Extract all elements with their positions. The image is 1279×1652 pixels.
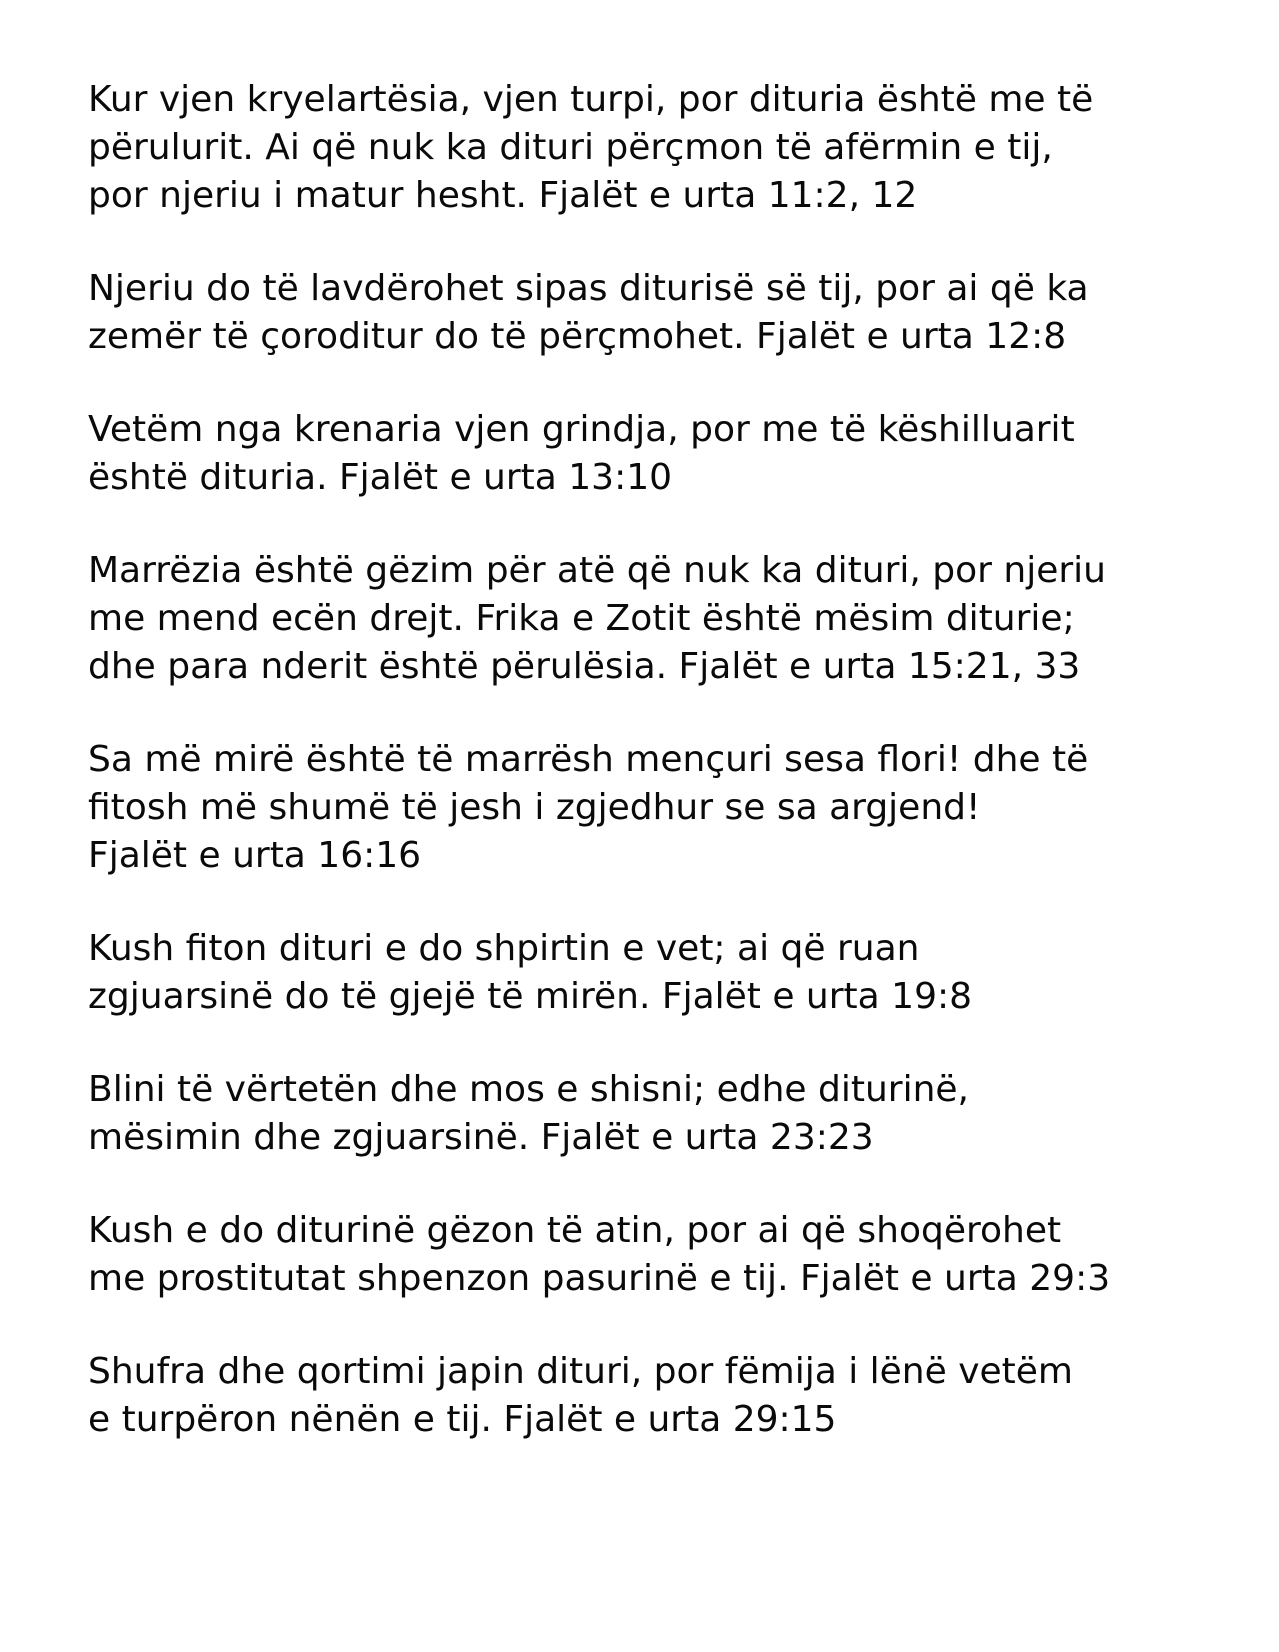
verse-8: [88, 1207, 1208, 1303]
verse-line: me mend ecën drejt. Frika e Zotit është mësim diturie;: [88, 598, 1075, 639]
verse-line: mësimin dhe zgjuarsinë. Fjalët e urta 23:23: [88, 1117, 874, 1158]
verse-line: por njeriu i matur hesht. Fjalët e urta 11:2, 12: [88, 175, 918, 216]
verse-line: Blini të vërtetën dhe mos e shisni; edhe diturinë,: [88, 1069, 969, 1110]
verse-line: Vetëm nga krenaria vjen grindja, por me të këshilluarit: [88, 409, 1075, 450]
verse-6: [88, 925, 1208, 1021]
verse-line: dhe para nderit është përulësia. Fjalët e urta 15:21, 33: [88, 646, 1081, 687]
verse-5: [88, 736, 1208, 880]
verse-line: fitosh më shumë të jesh i zgjedhur se sa argjend!: [88, 787, 981, 828]
verse-line: e turpëron nënën e tij. Fjalët e urta 29:15: [88, 1399, 837, 1440]
verse-line: Sa më mirë është të marrësh mençuri sesa flori! dhe të: [88, 739, 1089, 780]
document-page: [88, 76, 1208, 1489]
verse-line: Kush fiton dituri e do shpirtin e vet; ai që ruan: [88, 928, 920, 969]
verse-2: [88, 265, 1208, 361]
verse-line: zemër të çoroditur do të përçmohet. Fjalët e urta 12:8: [88, 316, 1067, 357]
verse-line: Marrëzia është gëzim për atë që nuk ka dituri, por njeriu: [88, 550, 1106, 591]
verse-line: Njeriu do të lavdërohet sipas diturisë së tij, por ai që ka: [88, 268, 1089, 309]
verse-line: është dituria. Fjalët e urta 13:10: [88, 457, 673, 498]
verse-line: Shufra dhe qortimi japin dituri, por fëmija i lënë vetëm: [88, 1351, 1073, 1392]
verse-4: [88, 547, 1208, 691]
verse-line: me prostitutat shpenzon pasurinë e tij. Fjalët e urta 29:3: [88, 1258, 1111, 1299]
verse-7: [88, 1066, 1208, 1162]
verse-line: përulurit. Ai që nuk ka dituri përçmon të afërmin e tij,: [88, 127, 1053, 168]
verse-1: [88, 76, 1208, 220]
verse-line: Fjalët e urta 16:16: [88, 835, 422, 876]
verse-line: zgjuarsinë do të gjejë të mirën. Fjalët e urta 19:8: [88, 976, 973, 1017]
verse-9: [88, 1348, 1208, 1444]
verse-line: Kur vjen kryelartësia, vjen turpi, por dituria është me të: [88, 79, 1094, 120]
verse-3: [88, 406, 1208, 502]
verse-line: Kush e do diturinë gëzon të atin, por ai që shoqërohet: [88, 1210, 1062, 1251]
